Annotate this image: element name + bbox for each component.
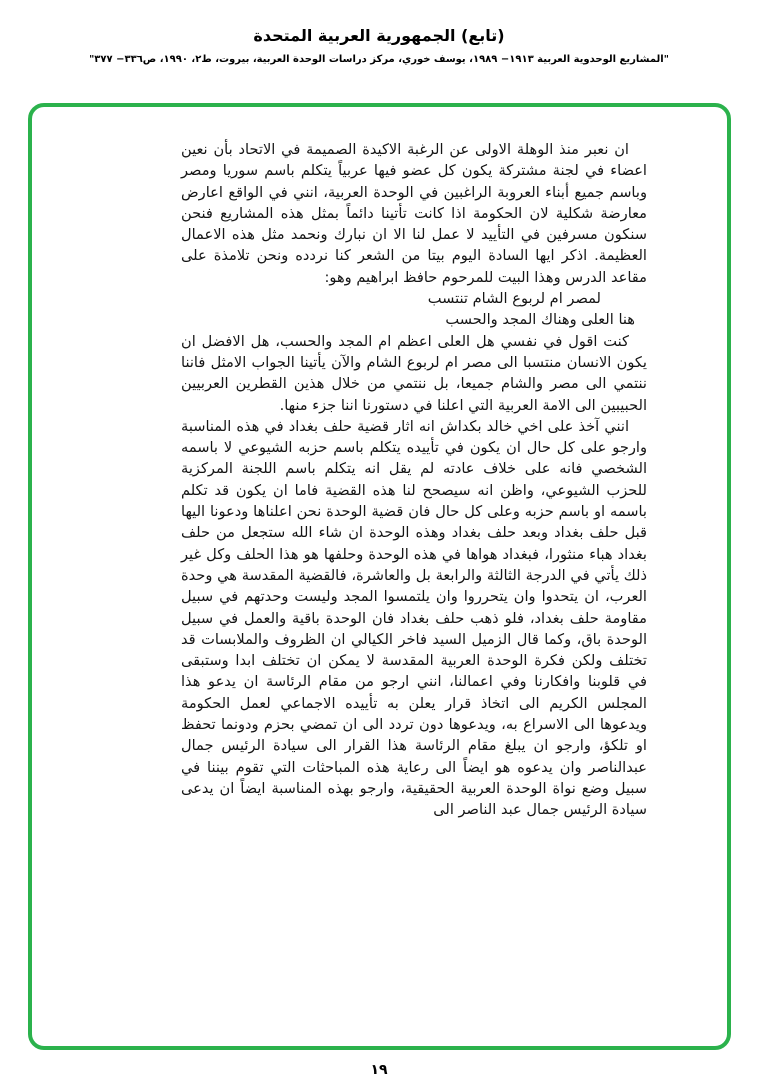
page-header (0, 26, 758, 65)
poem-verse-line: هنا العلى وهناك المجد والحسب (445, 311, 635, 329)
document-body-text (181, 139, 647, 821)
paragraph: ان نعبر منذ الوهلة الاولى عن الرغبة الاكيدة الصميمة في الاتحاد بأن نعين اعضاء في لجنة مشتركة يكون كل عضو فيها عربياً يتكلم باسم سوريا ومصر وباسم جميع أبناء العروبة الراغبين في الوحدة العربية، انني في الواقع اعارض معارضة شكلية لان الحكومة اذا كانت تأتينا دائماً بمثل هذه المشاريع فنحن سنكون مسرفين في التأييد لا عمل لنا الا ان نبارك ونحمد مثل هذه الاعمال العظيمة. اذكر ايها السادة اليوم بيتا من الشعر كنا نردده ونحن تلامذة على مقاعد الدرس وهذا البيت للمرحوم حافظ ابراهيم وهو: (181, 141, 647, 286)
page-number: ١٩ (370, 1062, 388, 1078)
content-border-box (28, 103, 731, 1050)
document-citation: "المشاريع الوحدوية العربية ١٩١٣− ١٩٨٩، يوسف خوري، مركز دراسات الوحدة العربية، بيروت، ط٢، ١٩٩٠، ص٣٣٦− ٣٧٧" (89, 54, 669, 65)
paragraph: انني آخذ على اخي خالد بكداش انه اثار قضية حلف بغداد في هذه المناسبة وارجو على كل حال ان يكون في تأييده يتكلم باسم حزبه الشيوعي لا باسمه الشخصي فانه على خلاف عادته لم يقل انه يتكلم باسم اللجنة المركزية للحزب الشيوعي، واظن انه سيصحح لنا هذه القضية فاما ان يكون قد تكلم باسمه او باسم حزبه وعلى كل حال فان قضية الوحدة نحن اعلناها ودعونا اليها قبل حلف بغداد وبعد حلف بغداد وهذه الوحدة ان شاء الله ستجعل من حلف بغداد هباء منثورا، فبغداد هواها في هذه الوحدة وحلفها هو هذا الحلف وكل غير ذلك يأتي في الدرجة الثالثة والرابعة بل والعاشرة، فالقضية المقدسة هي وحدة العرب، ان يتحدوا وان يتحرروا وان يلتمسوا المجد وليست وحدتهم في سبيل مقاومة حلف بغداد، فلو ذهب حلف بغداد فان الوحدة باقية والعمل في سبيل الوحدة باق، وكما قال الزميل السيد فاخر الكيالي ان الظروف والملابسات قد تختلف ولكن فكرة الوحدة العربية المقدسة لا يمكن ان تختلف ابدا وستبقى في قلوبنا وافكارنا وفي اعمالنا، انني ارجو من مقام الرئاسة ان يدعو هذا المجلس الكريم الى اتخاذ قرار يعلن به تأييده الاجماعي لعمل الحكومة ويدعوها الى الاسراع به، ويدعوها دون تردد الى ان تمضي بحزم ودونما تحفظ او تلكؤ، وارجو ان يبلغ مقام الرئاسة هذا القرار الى سيادة الرئيس جمال عبدالناصر وان يدعوه هو ايضاً الى رعاية هذه المباحثات التي تقوم بيننا في سبيل وضع نواة الوحدة العربية الحقيقية، وارجو بهذه المناسبة ايضاً ان يدعى سيادة الرئيس جمال عبد الناصر الى (181, 417, 647, 819)
paragraph: كنت اقول في نفسي هل العلى اعظم ام المجد والحسب، هل الافضل ان يكون الانسان منتسبا الى مصر ام لربوع الشام والآن يأتينا الجواب الامثل فاننا ننتمي الى مصر والشام جميعا، بل ننتمي من خلال هذين القطرين العربيين الحبيبين الى الامة العربية التي اعلنا في دستورنا اننا جزء منها. (181, 332, 647, 414)
poem-verse-line: لمصر ام لربوع الشام تنتسب (427, 290, 601, 308)
document-title: (تابع) الجمهورية العربية المتحدة (253, 26, 505, 45)
